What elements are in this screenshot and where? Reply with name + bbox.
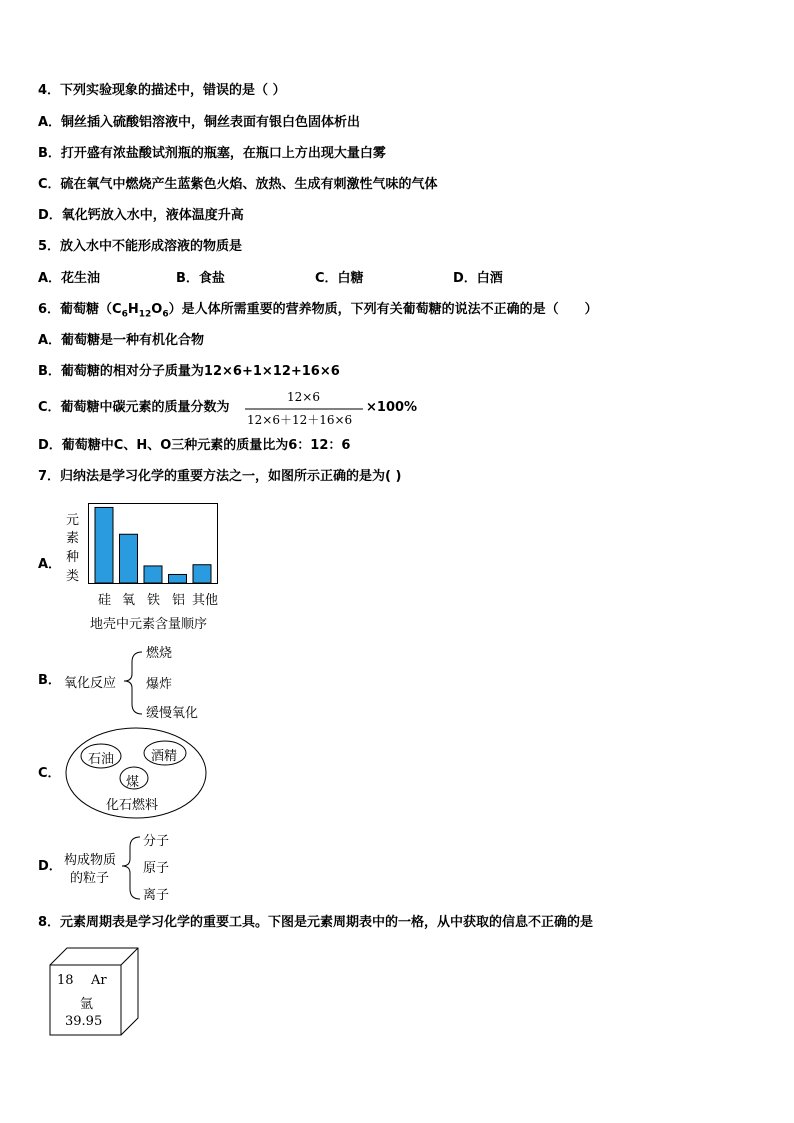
c-item: 酒精 [151, 749, 178, 764]
q5-option-c: C．白糖 [315, 271, 364, 286]
q4-option-b: B．打开盛有浓盐酸试剂瓶的瓶塞，在瓶口上方出现大量白雾 [38, 146, 386, 161]
d-root-label: 构成物质 [64, 853, 117, 868]
chart-caption: 地壳中元素含量顺序 [90, 617, 208, 632]
q7-stem: 7．归纳法是学习化学的重要方法之一，如图所示正确的是为( ) [38, 469, 402, 484]
q6-option-d: D．葡萄糖中C、H、O三种元素的质量比为6：12：6 [38, 438, 351, 453]
q7-option-b-letter: B． [38, 673, 61, 688]
q7-option-d-letter: D． [38, 859, 62, 874]
element-symbol: Ar [91, 973, 107, 988]
q6-option-a: A．葡萄糖是一种有机化合物 [38, 333, 205, 348]
q6-option-c-prefix: C．葡萄糖中碳元素的质量分数为 [38, 400, 230, 415]
b-root-label: 氧化反应 [64, 676, 117, 691]
d-item: 离子 [143, 888, 170, 903]
q8-stem: 8．元素周期表是学习化学的重要工具。下图是元素周期表中的一格，从中获取的信息不正确的是 [38, 915, 594, 930]
q5-option-d: D．白酒 [453, 271, 503, 286]
element-name: 氩 [80, 997, 94, 1012]
q5-stem: 5．放入水中不能形成溶液的物质是 [38, 239, 243, 254]
q5-option-a: A．花生油 [38, 271, 101, 286]
atomic-mass: 39.95 [65, 1014, 103, 1029]
chart-tick-label: 氧 [122, 593, 136, 608]
chart-tick-label: 硅 [98, 593, 112, 608]
q4-stem: 4．下列实验现象的描述中，错误的是（ ） [38, 83, 286, 98]
chart-tick-label: 铁 [147, 593, 161, 608]
d-item: 原子 [143, 861, 170, 876]
q4-option-a: A．铜丝插入硫酸铝溶液中，铜丝表面有银白色固体析出 [38, 115, 361, 130]
chart-bar-铁 [144, 566, 162, 583]
chart-bar-氧 [120, 534, 138, 583]
atomic-number: 18 [57, 973, 74, 988]
q6-option-c-suffix: ×100% [366, 400, 418, 415]
chart-ylabel-3: 种 [66, 550, 80, 565]
brace-b [120, 648, 146, 718]
q4-option-d: D．氧化钙放入水中，液体温度升高 [38, 208, 244, 223]
c-item: 石油 [88, 752, 115, 767]
c-item: 煤 [126, 775, 140, 790]
fraction-numerator: 12×6 [287, 390, 320, 404]
fraction-denominator: 12×6＋12＋16×6 [247, 413, 353, 427]
chart-ylabel-1: 元 [66, 513, 80, 528]
element-bar-chart [88, 503, 220, 587]
q6-option-b: B．葡萄糖的相对分子质量为12×6+1×12+16×6 [38, 364, 340, 379]
chart-ylabel-4: 类 [66, 569, 80, 584]
b-item: 缓慢氧化 [146, 706, 199, 721]
d-root-label: 的粒子 [70, 871, 110, 886]
q5-option-b: B．食盐 [176, 271, 225, 286]
brace-d [118, 833, 144, 903]
q6-stem: 6．葡萄糖$(C_6H_{12}O_6)$是人体所需重要的营养物质，下列有关葡萄糖的说法不正确的是（ ） [38, 302, 598, 320]
chart-bar-铝 [169, 574, 187, 583]
d-item: 分子 [143, 834, 170, 849]
chart-ylabel-2: 素 [66, 531, 80, 546]
q4-option-c: C．硫在氧气中燃烧产生蓝紫色火焰、放热、生成有刺激性气味的气体 [38, 177, 438, 192]
chart-bar-其他 [193, 565, 211, 583]
b-item: 燃烧 [146, 646, 173, 661]
chart-tick-label: 铝 [172, 593, 186, 608]
chart-bar-硅 [95, 507, 113, 583]
c-caption: 化石燃料 [106, 798, 159, 813]
chart-tick-label: 其他 [192, 593, 219, 608]
q7-option-a-letter: A． [38, 557, 62, 572]
q7-option-c-letter: C． [38, 766, 61, 781]
b-item: 爆炸 [146, 677, 173, 692]
